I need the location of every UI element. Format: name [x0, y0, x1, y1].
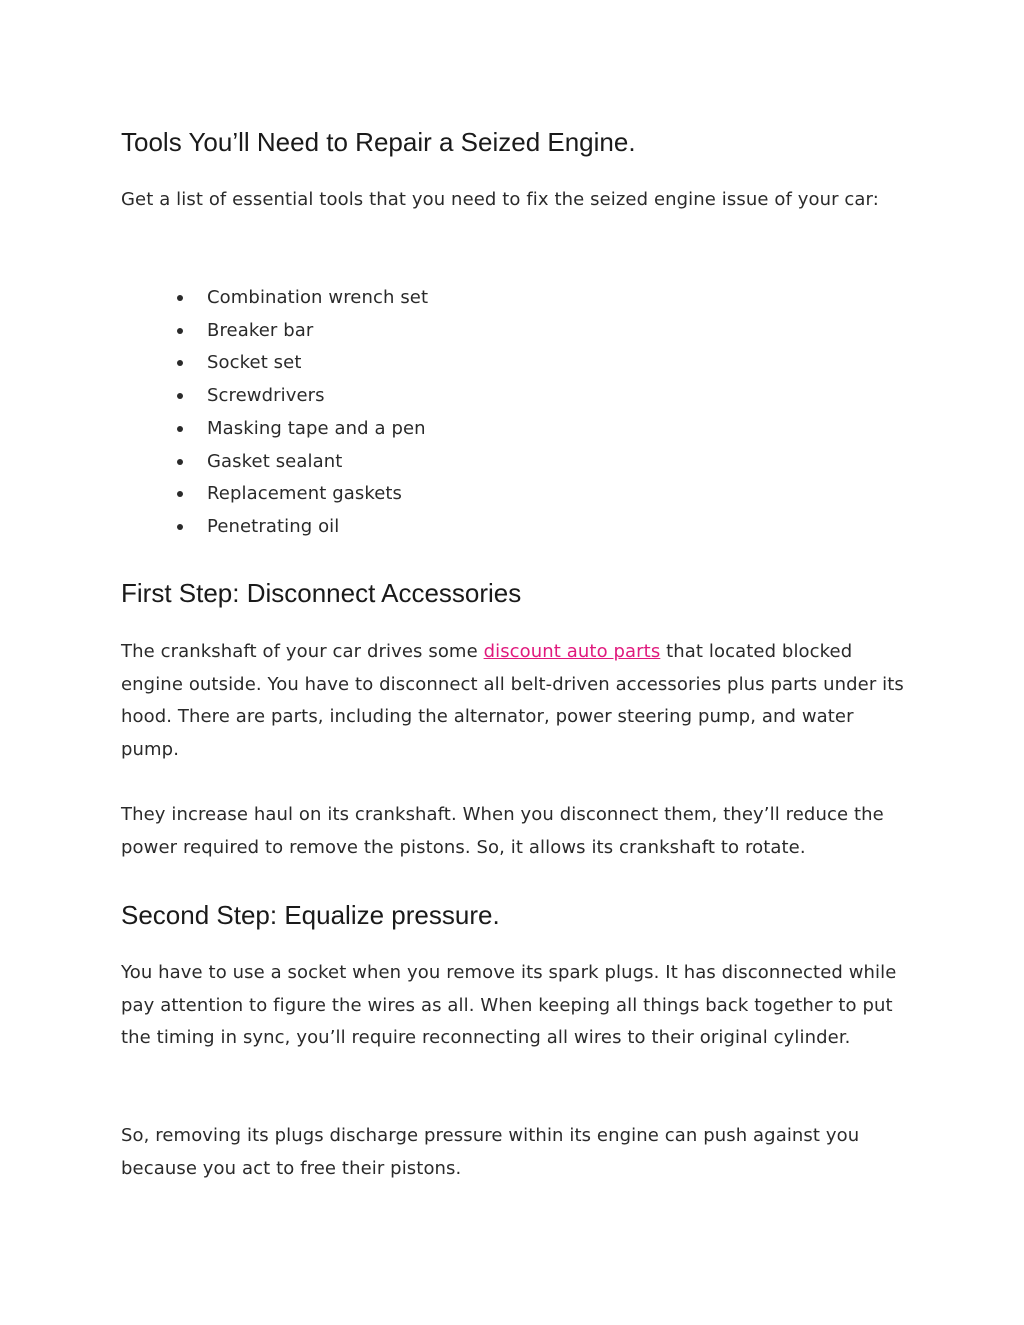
- bullet-icon: [177, 295, 183, 301]
- list-item: [121, 282, 428, 315]
- list-item: [121, 413, 428, 446]
- first-step-paragraph-1: [121, 636, 911, 767]
- bullet-icon: [177, 524, 183, 530]
- bullet-icon: [177, 459, 183, 465]
- list-item: [121, 315, 428, 348]
- bullet-icon: [177, 360, 183, 366]
- list-item-label: Combination wrench set: [207, 287, 429, 308]
- tools-list: [121, 282, 428, 544]
- tools-intro: Get a list of essential tools that you need to fix the seized engine issue of your car:: [121, 189, 879, 210]
- tools-heading: Tools You’ll Need to Repair a Seized Engine.: [121, 127, 636, 157]
- first-step-text-after-link: that located blocked engine outside. You have to disconnect all belt-driven accessories plus parts under its hood. There are parts, including the alternator, power steering pump, and water pump.: [121, 641, 904, 761]
- bullet-icon: [177, 491, 183, 497]
- discount-auto-parts-link[interactable]: discount auto parts: [483, 641, 661, 662]
- list-item: [121, 380, 428, 413]
- second-step-heading: Second Step: Equalize pressure.: [121, 900, 500, 930]
- list-item-label: Masking tape and a pen: [207, 417, 426, 439]
- first-step-text-before-link: The crankshaft of your car drives some: [121, 641, 484, 662]
- list-item-label: Gasket sealant: [207, 450, 343, 472]
- second-step-paragraph-1: You have to use a socket when you remove its spark plugs. It has disconnected while pay attention to figure the wires as all. When keeping all things back together to put the timing in sync, you’ll require reconnecting all wires to their original cylinder.: [121, 962, 897, 1049]
- bullet-icon: [177, 328, 183, 334]
- list-item: [121, 511, 428, 544]
- list-item-label: Screwdrivers: [207, 385, 325, 407]
- second-step-paragraph-2: So, removing its plugs discharge pressure within its engine can push against you because you act to free their pistons.: [121, 1125, 860, 1179]
- first-step-paragraph-2: They increase haul on its crankshaft. When you disconnect them, they’ll reduce the power required to remove the pistons. So, it allows its crankshaft to rotate.: [121, 804, 884, 858]
- list-item-label: Breaker bar: [207, 319, 314, 341]
- list-item: [121, 347, 428, 380]
- list-item-label: Penetrating oil: [207, 515, 340, 537]
- list-item: [121, 446, 428, 479]
- list-item-label: Socket set: [207, 352, 302, 374]
- bullet-icon: [177, 393, 183, 399]
- list-item-label: Replacement gaskets: [207, 483, 403, 505]
- first-step-heading: First Step: Disconnect Accessories: [121, 578, 522, 608]
- list-item: [121, 478, 428, 511]
- bullet-icon: [177, 426, 183, 432]
